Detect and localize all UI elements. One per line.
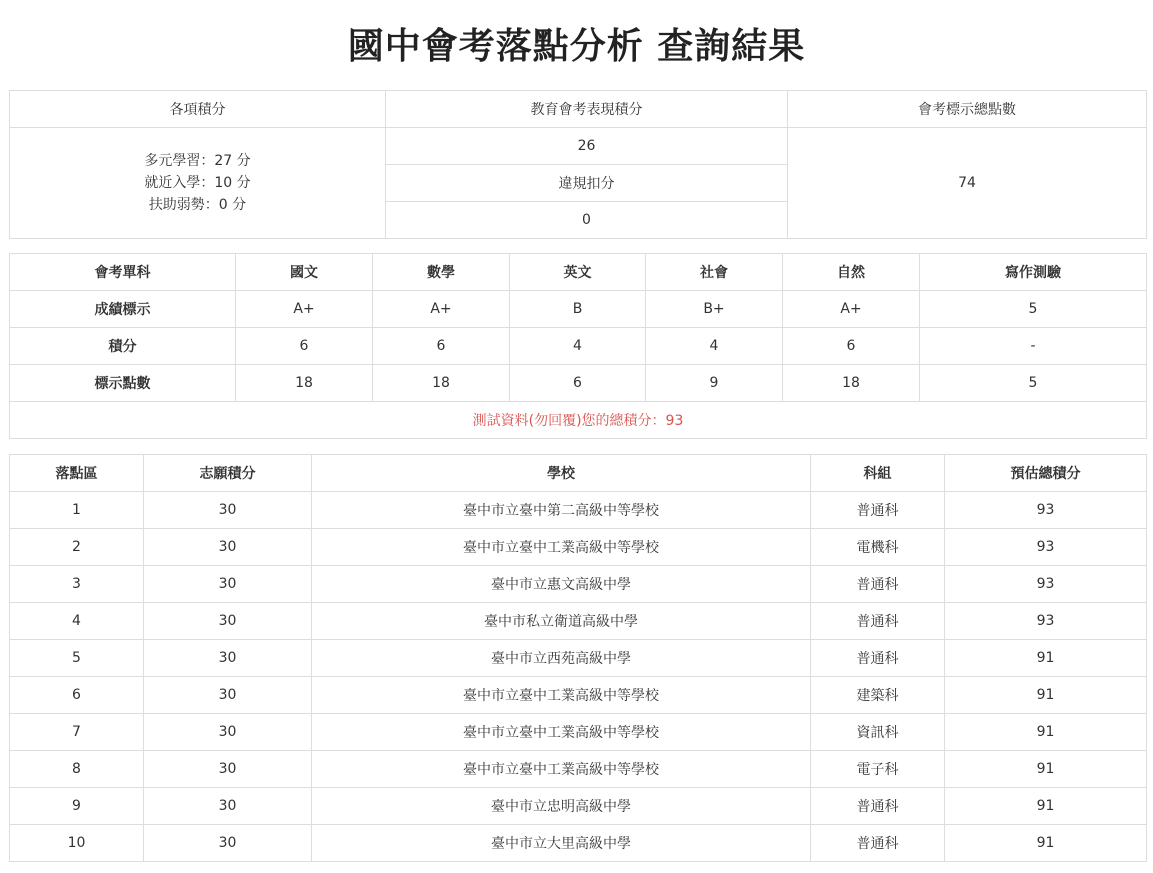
table-row <box>10 640 1147 677</box>
grade-cell: 5 <box>920 365 1147 402</box>
summary-header-exam-score: 教育會考表現積分 <box>386 91 788 128</box>
table-row <box>10 677 1147 714</box>
deduction-value: 0 <box>386 202 788 239</box>
school-name-cell: 臺中市立西苑高級中學 <box>312 640 811 677</box>
grades-row-label: 成績標示 <box>10 291 236 328</box>
grades-header-science: 自然 <box>783 254 920 291</box>
department-cell: 資訊科 <box>811 714 945 751</box>
preference-score-cell: 30 <box>144 751 312 788</box>
placement-zone-cell: 1 <box>10 492 144 529</box>
department-cell: 普通科 <box>811 603 945 640</box>
placement-rows <box>10 492 1147 862</box>
grades-header-writing: 寫作測驗 <box>920 254 1147 291</box>
grade-cell: A+ <box>236 291 373 328</box>
grade-cell: 9 <box>646 365 783 402</box>
preference-score-cell: 30 <box>144 788 312 825</box>
grade-cell: 6 <box>510 365 646 402</box>
placement-header-preference-score: 志願積分 <box>144 455 312 492</box>
grades-header-subject: 會考單科 <box>10 254 236 291</box>
table-row <box>10 714 1147 751</box>
placement-header-school: 學校 <box>312 455 811 492</box>
grades-row-points <box>10 365 1147 402</box>
grade-cell: 18 <box>373 365 510 402</box>
grade-cell: 6 <box>373 328 510 365</box>
grades-row-label: 積分 <box>10 328 236 365</box>
disadvantaged-support-score: 扶助弱勢：0 分 <box>148 197 247 213</box>
placement-table <box>9 454 1147 862</box>
summary-items-cell <box>10 128 386 239</box>
grade-cell: A+ <box>373 291 510 328</box>
school-name-cell: 臺中市立惠文高級中學 <box>312 566 811 603</box>
placement-header-zone: 落點區 <box>10 455 144 492</box>
exam-score-value: 26 <box>386 128 788 165</box>
department-cell: 普通科 <box>811 825 945 862</box>
score-summary-table <box>9 90 1147 239</box>
total-score-note: 測試資料(勿回覆)您的總積分：93 <box>10 402 1147 439</box>
department-cell: 普通科 <box>811 788 945 825</box>
estimated-total-cell: 91 <box>945 751 1147 788</box>
grade-cell: 4 <box>510 328 646 365</box>
placement-zone-cell: 9 <box>10 788 144 825</box>
grade-cell: - <box>920 328 1147 365</box>
grades-row-score <box>10 328 1147 365</box>
school-name-cell: 臺中市私立衛道高級中學 <box>312 603 811 640</box>
table-row <box>10 751 1147 788</box>
grades-row-level <box>10 291 1147 328</box>
estimated-total-cell: 93 <box>945 529 1147 566</box>
estimated-total-cell: 91 <box>945 640 1147 677</box>
page-title: 國中會考落點分析 查詢結果 <box>347 26 806 67</box>
deduction-label: 違規扣分 <box>386 165 788 202</box>
department-cell: 電機科 <box>811 529 945 566</box>
summary-header-total-points: 會考標示總點數 <box>788 91 1147 128</box>
school-name-cell: 臺中市立臺中第二高級中等學校 <box>312 492 811 529</box>
preference-score-cell: 30 <box>144 566 312 603</box>
school-name-cell: 臺中市立忠明高級中學 <box>312 788 811 825</box>
placement-zone-cell: 6 <box>10 677 144 714</box>
table-row <box>10 492 1147 529</box>
placement-zone-cell: 8 <box>10 751 144 788</box>
placement-zone-cell: 5 <box>10 640 144 677</box>
estimated-total-cell: 91 <box>945 825 1147 862</box>
subject-grades-table <box>9 253 1147 439</box>
school-name-cell: 臺中市立臺中工業高級中等學校 <box>312 714 811 751</box>
grades-header-math: 數學 <box>373 254 510 291</box>
summary-header-row <box>10 91 1147 128</box>
preference-score-cell: 30 <box>144 492 312 529</box>
school-name-cell: 臺中市立臺中工業高級中等學校 <box>312 529 811 566</box>
estimated-total-cell: 93 <box>945 603 1147 640</box>
grade-cell: B+ <box>646 291 783 328</box>
grades-header-english: 英文 <box>510 254 646 291</box>
department-cell: 電子科 <box>811 751 945 788</box>
grades-header-social: 社會 <box>646 254 783 291</box>
grade-cell: 6 <box>783 328 920 365</box>
estimated-total-cell: 91 <box>945 788 1147 825</box>
placement-zone-cell: 7 <box>10 714 144 751</box>
table-row <box>10 825 1147 862</box>
nearby-admission-score: 就近入學：10 分 <box>144 175 251 191</box>
grade-cell: 6 <box>236 328 373 365</box>
preference-score-cell: 30 <box>144 603 312 640</box>
placement-zone-cell: 4 <box>10 603 144 640</box>
grade-cell: 4 <box>646 328 783 365</box>
table-row <box>10 603 1147 640</box>
placement-header-row <box>10 455 1147 492</box>
table-row <box>10 566 1147 603</box>
placement-zone-cell: 10 <box>10 825 144 862</box>
grades-note-row <box>10 402 1147 439</box>
preference-score-cell: 30 <box>144 640 312 677</box>
grade-cell: 5 <box>920 291 1147 328</box>
preference-score-cell: 30 <box>144 714 312 751</box>
placement-zone-cell: 2 <box>10 529 144 566</box>
estimated-total-cell: 93 <box>945 566 1147 603</box>
preference-score-cell: 30 <box>144 825 312 862</box>
table-row <box>10 788 1147 825</box>
estimated-total-cell: 93 <box>945 492 1147 529</box>
placement-header-estimated-total: 預估總積分 <box>945 455 1147 492</box>
placement-header-department: 科組 <box>811 455 945 492</box>
grades-header-chinese: 國文 <box>236 254 373 291</box>
placement-zone-cell: 3 <box>10 566 144 603</box>
preference-score-cell: 30 <box>144 529 312 566</box>
estimated-total-cell: 91 <box>945 677 1147 714</box>
grade-cell: A+ <box>783 291 920 328</box>
multi-learning-score: 多元學習：27 分 <box>144 153 251 169</box>
preference-score-cell: 30 <box>144 677 312 714</box>
grade-cell: B <box>510 291 646 328</box>
department-cell: 建築科 <box>811 677 945 714</box>
department-cell: 普通科 <box>811 640 945 677</box>
school-name-cell: 臺中市立大里高級中學 <box>312 825 811 862</box>
table-row <box>10 529 1147 566</box>
school-name-cell: 臺中市立臺中工業高級中等學校 <box>312 677 811 714</box>
department-cell: 普通科 <box>811 566 945 603</box>
grade-cell: 18 <box>783 365 920 402</box>
department-cell: 普通科 <box>811 492 945 529</box>
grade-cell: 18 <box>236 365 373 402</box>
summary-header-items: 各項積分 <box>10 91 386 128</box>
grades-row-label: 標示點數 <box>10 365 236 402</box>
estimated-total-cell: 91 <box>945 714 1147 751</box>
school-name-cell: 臺中市立臺中工業高級中等學校 <box>312 751 811 788</box>
grades-header-row <box>10 254 1147 291</box>
total-points-value: 74 <box>788 128 1147 239</box>
